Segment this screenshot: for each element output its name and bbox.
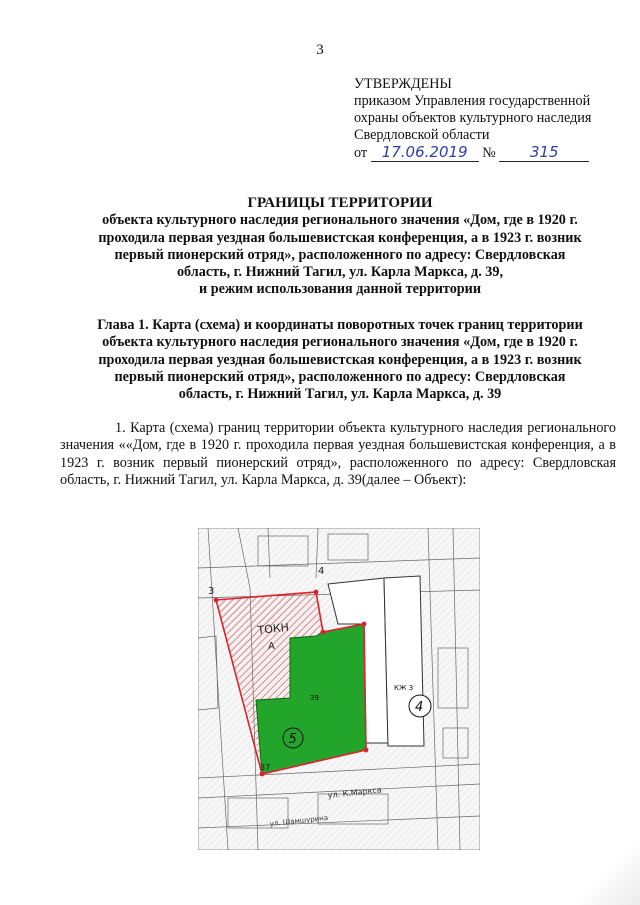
approval-line-1: приказом Управления государственной	[354, 93, 591, 109]
label-37: 37	[260, 763, 271, 772]
chapter-line-3: проходила первая уездная большевистская конференция, а в 1923 г. возник	[98, 351, 582, 368]
title-line-2: проходила первая уездная большевистская конференция, а в 1923 г. возник	[98, 229, 582, 246]
label-kzh: КЖ 3	[394, 684, 414, 692]
street-label: ул. К.Маркса	[327, 785, 383, 800]
approval-number: 315	[529, 143, 559, 161]
boundary-point	[321, 630, 326, 635]
boundary-point	[364, 748, 369, 753]
boundary-map	[198, 528, 480, 850]
page-number: 3	[316, 42, 324, 58]
approval-date: 17.06.2019	[381, 143, 468, 161]
building-4-outline	[384, 576, 424, 746]
chapter-line-2: объекта культурного наследия регионального значения «Дом, где в 1920 г.	[102, 334, 578, 351]
boundary-point	[314, 590, 319, 595]
from-label: от	[354, 145, 368, 161]
label-39: 39	[310, 694, 319, 702]
boundary-point	[362, 622, 367, 627]
boundary-point	[214, 598, 219, 603]
approval-date-line	[354, 144, 624, 162]
approval-stamp	[354, 76, 624, 162]
scan-edge-shadow	[580, 825, 640, 905]
approval-line-3: Свердловской области	[354, 127, 490, 143]
chapter-line-5: область, г. Нижний Тагил, ул. Карла Маркса, д. 39	[178, 386, 502, 403]
letter-a-label: А	[268, 641, 275, 652]
zone-4-label: 4	[415, 700, 424, 715]
chapter-heading	[60, 317, 620, 403]
boundary-point	[260, 772, 265, 777]
chapter-line-1: Глава 1. Карта (схема) и координаты поворотных точек границ территории	[97, 317, 583, 333]
title-line-4: область, г. Нижний Тагил, ул. Карла Маркса, д. 39,	[176, 264, 504, 281]
zone-5-label: 5	[288, 732, 297, 747]
title-main: ГРАНИЦЫ ТЕРРИТОРИИ	[247, 195, 433, 211]
approval-date-field	[371, 144, 479, 162]
document-title	[60, 195, 620, 299]
title-line-5: и режим использования данной территории	[198, 281, 482, 298]
street-label-2: ул. Шамшурина	[269, 813, 329, 828]
approval-line-2: охраны объектов культурного наследия	[354, 110, 592, 126]
point-4-label: 4	[318, 566, 325, 577]
title-line-3: первый пионерский отряд», расположенного по адресу: Свердловская	[114, 246, 566, 263]
title-line-1: объекта культурного наследия регионального значения «Дом, где в 1920 г.	[102, 212, 578, 229]
approval-title: УТВЕРЖДЕНЫ	[354, 76, 452, 92]
number-label: №	[482, 145, 496, 161]
approval-number-field	[499, 144, 589, 162]
point-3-label: 3	[208, 586, 215, 597]
chapter-line-4: первый пионерский отряд», расположенного по адресу: Свердловская	[114, 368, 566, 385]
body-paragraph: 1. Карта (схема) границ территории объекта культурного наследия регионального значения ««Дом, где в 1920 г. проходила первая уездная большевистская конференция, а в 1923 г. возник первый пионерский отряд», расположенного по адресу: Свердловская область, г. Нижний Тагил, ул. Карла Маркса, д. 39(далее – Объект):	[60, 420, 616, 488]
tokn-label: ТОКН	[256, 620, 290, 637]
